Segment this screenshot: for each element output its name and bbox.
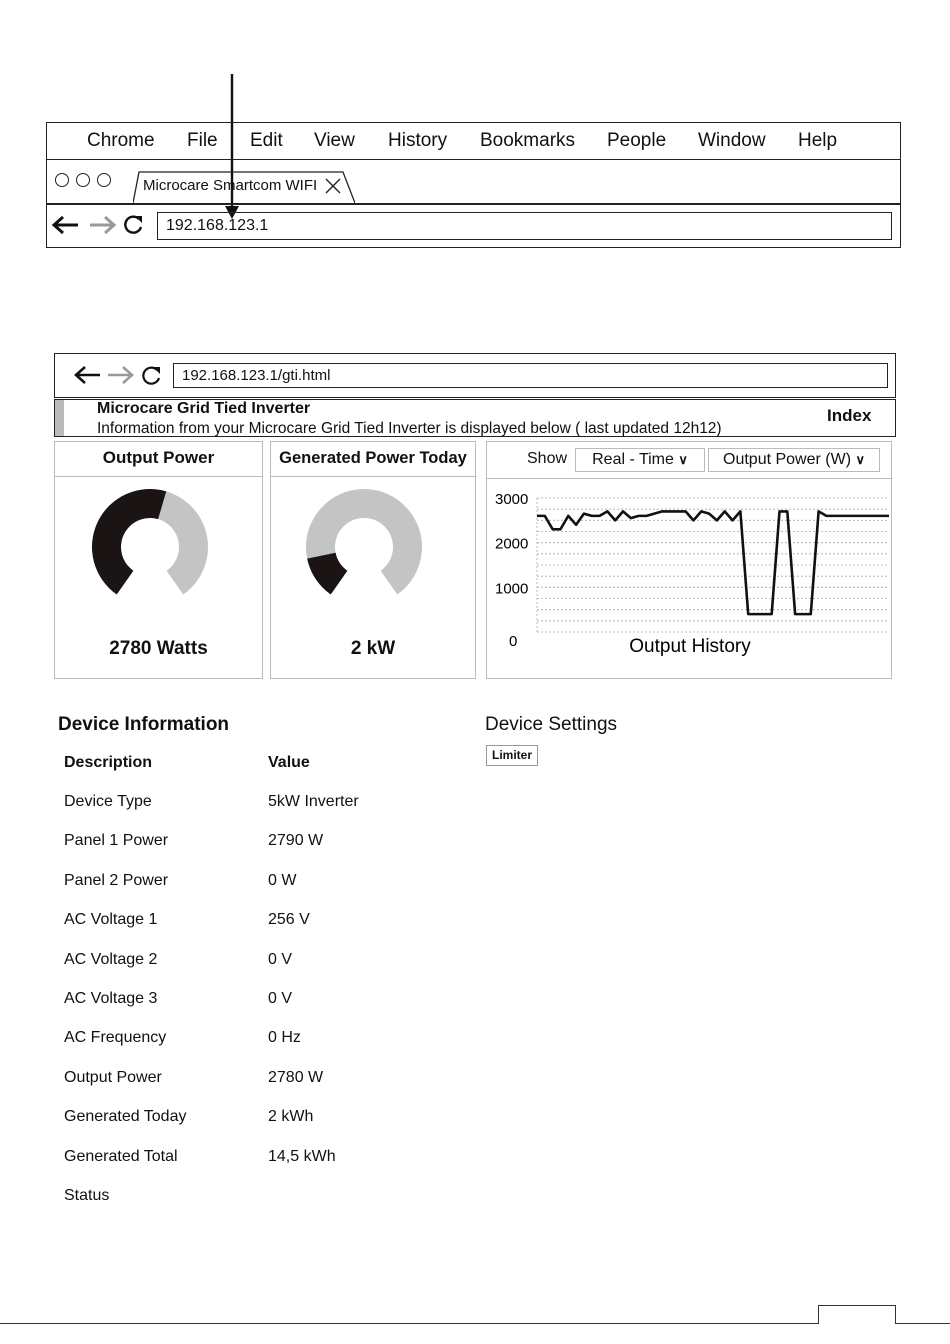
info-value: 256 V <box>268 911 310 929</box>
info-label: Device Type <box>64 793 152 810</box>
menu-file[interactable]: File <box>187 130 218 151</box>
info-value: 2790 W <box>268 832 324 850</box>
page-header <box>54 399 896 437</box>
page-title: Microcare Grid Tied Inverter <box>97 400 311 417</box>
info-label: Output Power <box>64 1068 162 1086</box>
window-close-dot[interactable] <box>55 173 69 187</box>
info-label: Generated Today <box>64 1108 187 1126</box>
metric-select-value: Output Power (W) <box>723 451 852 468</box>
info-label: Panel 2 Power <box>64 871 169 889</box>
window-minimize-dot[interactable] <box>76 173 90 187</box>
menu-bar <box>47 123 900 160</box>
back-arrow-icon[interactable] <box>73 365 101 385</box>
index-link[interactable]: Index <box>827 406 872 425</box>
address-text: 192.168.123.1/gti.html <box>182 367 331 384</box>
y-tick-label: 2000 <box>495 535 529 553</box>
menu-bookmarks[interactable]: Bookmarks <box>480 130 576 151</box>
info-value: 14,5 kWh <box>268 1147 336 1165</box>
mode-select[interactable] <box>575 448 705 472</box>
browser-window-2 <box>54 353 896 398</box>
info-label: AC Frequency <box>64 1029 167 1047</box>
tab-microcare[interactable] <box>133 171 355 203</box>
generated-today-value: 2 kW <box>350 638 396 659</box>
y-tick-label: 3000 <box>495 491 529 508</box>
y-tick-label: 0 <box>509 633 518 650</box>
forward-arrow-icon[interactable] <box>89 215 117 235</box>
address-input[interactable] <box>173 363 888 388</box>
info-label: Generated Total <box>64 1147 178 1165</box>
menu-help[interactable]: Help <box>798 130 838 151</box>
info-value: 0 Hz <box>268 1029 301 1047</box>
generated-today-panel <box>270 441 476 679</box>
output-power-value: 2780 Watts <box>109 638 208 659</box>
close-tab-icon[interactable] <box>325 178 341 194</box>
address-text: 192.168.123.1 <box>166 217 269 234</box>
chart-controls <box>487 442 891 479</box>
menu-view[interactable]: View <box>314 130 355 151</box>
mode-select-value: Real - Time <box>592 451 674 468</box>
page-subtitle: Information from your Microcare Grid Tied Inverter is displayed below ( last updated 12h12) <box>97 420 722 437</box>
info-label: AC Voltage 3 <box>64 990 158 1007</box>
info-label: Panel 1 Power <box>64 832 169 850</box>
output-power-title: Output Power <box>55 442 262 477</box>
device-info-title: Device Information <box>58 714 230 735</box>
reload-icon[interactable] <box>122 214 144 236</box>
menu-chrome[interactable]: Chrome <box>87 130 155 151</box>
output-power-panel <box>54 441 263 679</box>
toolbar-1 <box>47 203 900 247</box>
show-label: Show <box>527 450 568 467</box>
chevron-down-icon: ∨ <box>678 452 688 467</box>
info-label: AC Voltage 1 <box>64 911 158 929</box>
device-settings-title: Device Settings <box>485 714 618 735</box>
y-tick-label: 1000 <box>495 580 529 598</box>
browser-window-1 <box>46 122 901 248</box>
gauge-fill <box>92 489 166 595</box>
output-history-panel <box>486 441 892 679</box>
back-arrow-icon[interactable] <box>51 215 79 235</box>
footer-line <box>0 1323 950 1324</box>
metric-select[interactable] <box>708 448 880 472</box>
gauge-fill <box>307 553 347 595</box>
info-value: 2 kWh <box>268 1108 314 1126</box>
y-axis-ticks <box>495 491 528 650</box>
generated-today-gauge <box>299 487 429 612</box>
menu-people[interactable]: People <box>607 130 667 151</box>
info-label: AC Voltage 2 <box>64 950 158 968</box>
output-history-chart <box>487 478 891 678</box>
address-input[interactable] <box>157 212 892 240</box>
page-number-box <box>818 1305 896 1324</box>
generated-today-title: Generated Power Today <box>271 442 475 477</box>
window-maximize-dot[interactable] <box>97 173 111 187</box>
description-header: Description <box>64 754 153 771</box>
header-accent <box>55 400 64 436</box>
forward-arrow-icon[interactable] <box>107 365 135 385</box>
menu-window[interactable]: Window <box>698 130 766 151</box>
menu-history[interactable]: History <box>388 130 448 151</box>
tab-title: Microcare Smartcom WIFI <box>143 177 318 194</box>
value-header: Value <box>268 754 310 771</box>
info-value: 0 V <box>268 990 293 1007</box>
reload-icon[interactable] <box>140 365 162 387</box>
info-value: 0 V <box>268 950 293 968</box>
menu-edit[interactable]: Edit <box>250 130 283 151</box>
chevron-down-icon: ∨ <box>855 452 865 467</box>
info-value: 5kW Inverter <box>268 793 359 810</box>
info-value: 0 W <box>268 871 297 889</box>
chart-title: Output History <box>629 636 751 657</box>
info-value: 2780 W <box>268 1068 324 1086</box>
info-label: Status <box>64 1187 110 1204</box>
tab-bar <box>47 159 900 205</box>
output-power-gauge <box>85 487 215 612</box>
limiter-button[interactable]: Limiter <box>486 745 538 766</box>
